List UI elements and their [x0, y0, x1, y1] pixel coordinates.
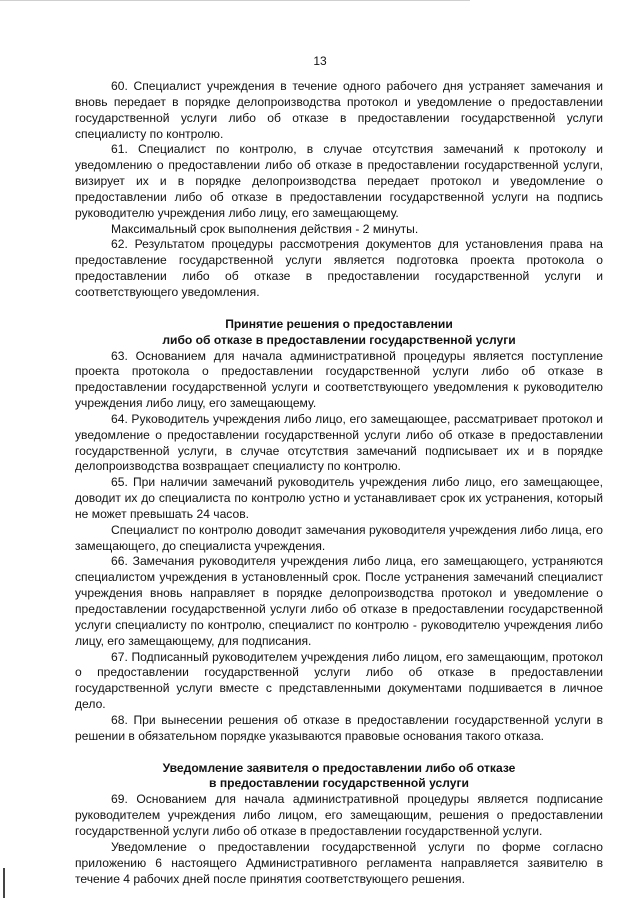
paragraph-68: 68. При вынесении решения об отказе в предоставлении государственной услуги в решении в обязательном порядке указываются правовые основания такого отказа.	[75, 712, 603, 743]
paragraph-61: 61. Специалист по контролю, в случае отсутствия замечаний к протоколу и уведомлению о предоставлении либо об отказе в предоставлении государственной услуги, визирует их и в порядке делопроизводства передает протокол и уведомление о предоставлении либо об отказе в предоставлении государственной услуги на подпись руководителю учреждения либо лицу, его замещающему.	[75, 142, 603, 220]
document-body	[75, 79, 603, 887]
paragraph-63: 63. Основанием для начала административной процедуры является поступление проекта протокола о предоставлении государственной услуги либо об отказе в предоставлении государственной услуги и соответствующего уведомления к руководителю учреждения либо лицу, его замещающему.	[75, 348, 603, 411]
paragraph-69-notice: Уведомление о предоставлении государственной услуги по форме согласно приложению 6 настоящего Административного регламента направляется заявителю в течение 4 рабочих дней после принятия соответствующего решения.	[75, 839, 603, 886]
paragraph-60: 60. Специалист учреждения в течение одного рабочего дня устраняет замечания и вновь передает в порядке делопроизводства протокол и уведомление о предоставлении государственной услуги либо об отказе в предоставлении государственной услуги специалисту по контролю.	[75, 79, 603, 141]
section-heading-decision-line2: либо об отказе в предоставлении государственной услуги	[162, 332, 516, 347]
paragraph-max-time: Максимальный срок выполнения действия - 2 минуты.	[111, 221, 419, 236]
paragraph-65: 65. При наличии замечаний руководитель учреждения либо лицо, его замещающее, доводит их до специалиста по контролю устно и устанавливает срок их устранения, который не может превышать 24 часов.	[75, 475, 603, 521]
section-heading-decision-line1: Принятие решения о предоставлении	[225, 316, 453, 331]
paragraph-64: 64. Руководитель учреждения либо лицо, его замещающее, рассматривает протокол и уведомление о предоставлении государственной услуги либо об отказе в предоставлении государственной услуги, в случае отсутствия замечаний подписывает их и в порядке делопроизводства возвращает специалисту по контролю.	[75, 411, 603, 474]
section-heading-notification-line2: в предоставлении государственной услуги	[209, 776, 469, 791]
page-number: 13	[313, 54, 327, 68]
paragraph-66: 66. Замечания руководителя учреждения либо лица, его замещающего, устраняются специалистом учреждения в установленный срок. После устранения замечаний специалист учреждения вновь направляет в порядке делопроизводства протокол и уведомление о предоставлении государственной услуги либо об отказе в предоставлении государственной услуги специалисту по контролю, специалист по контролю - руководителю учреждения либо лицу, его замещающему, для подписания.	[75, 554, 603, 648]
paragraph-69: 69. Основанием для начала административной процедуры является подписание руководителем учреждения либо лицом, его замещающим, решения о предоставлении государственной услуги либо об отказе в предоставлении государственной услуги.	[75, 792, 603, 838]
paragraph-67: 67. Подписанный руководителем учреждения либо лицом, его замещающим, протокол о предоставлении государственной услуги либо об отказе в предоставлении государственной услуги вместе с представленными документами подшивается в личное дело.	[75, 649, 603, 712]
scan-top-rule	[0, 0, 470, 1]
scan-edge-mark	[3, 868, 5, 898]
paragraph-65-control: Специалист по контролю доводит замечания руководителя учреждения либо лица, его замещающего, до специалиста учреждения.	[75, 522, 603, 553]
paragraph-62: 62. Результатом процедуры рассмотрения документов для установления права на предоставление государственной услуги является подготовка проекта протокола о предоставлении либо об отказе в предоставлении государственной услуги и соответствующего уведомления.	[75, 237, 603, 299]
section-heading-notification-line1: Уведомление заявителя о предоставлении либо об отказе	[162, 760, 516, 775]
